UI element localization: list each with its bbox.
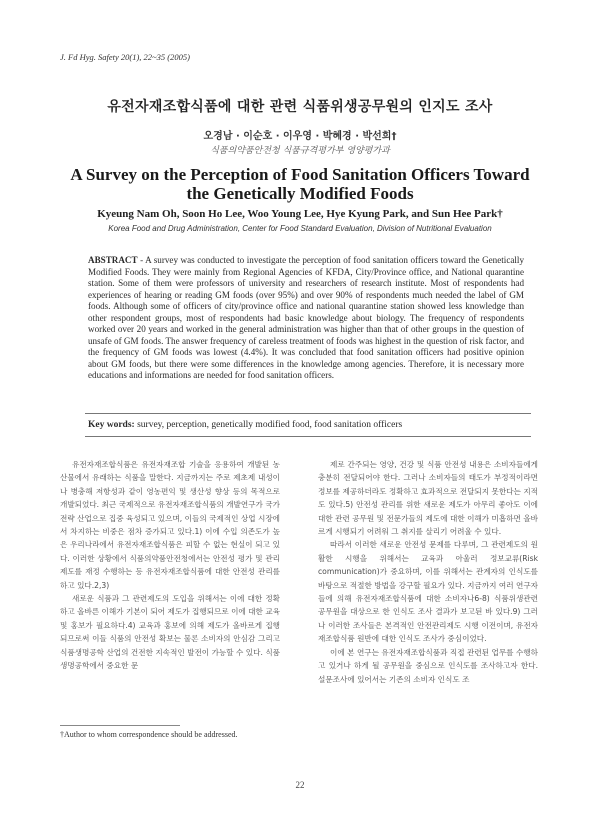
keywords-label: Key words:	[88, 420, 135, 430]
english-title: A Survey on the Perception of Food Sanitation Officers Toward the Genetically Modified Foods	[70, 165, 530, 203]
english-affiliation: Korea Food and Drug Administration, Center for Food Standard Evaluation, Division of Nutritional Evaluation	[108, 224, 492, 233]
korean-affiliation: 식품의약품안전청 식품규격평가부 영양평가과	[210, 146, 390, 156]
body-paragraph: 따라서 이러한 새로운 안전성 문제를 다루며, 그 관련제도의 원활한 시행을 위해서는 교육과 아울러 정보교류(Risk communication)가 중요하며, 이를 위해서는 관계자의 인식도를 바탕으로 적절한 방법을 강구할 필요가 있다. 지금까지 여러 연구자들에 의해 유전자재조합식품에 대한 소비자나6-8) 식품위생관련 공무원을 대상으로 한 인식도 조사 결과가 보고된 바 있다.9) 그러나 이러한 조사들은 본격적인 안전관리제도 시행 이전이며, 유전자재조합식품 원반에 대한 인식도 조사가 중심이었다.	[318, 540, 538, 644]
english-authors: Kyeung Nam Oh, Soon Ho Lee, Woo Young Lee, Hye Kyung Park, and Sun Hee Park†	[97, 208, 503, 220]
journal-citation: J. Fd Hyg. Safety 20(1), 22~35 (2005)	[60, 52, 190, 62]
body-right-column	[318, 458, 538, 686]
body-left-column	[60, 458, 280, 673]
body-paragraph: 이에 본 연구는 유전자재조합식품과 직접 관련된 업무를 수행하고 있거나 하게 될 공무원을 중심으로 인식도를 조사하고자 한다. 설문조사에 있어서는 기존의 소비자 인식도 조	[318, 647, 538, 684]
body-paragraph: 제로 간주되는 영양, 건강 및 식품 안전성 내용은 소비자들에게 충분히 전달되어야 한다. 그러나 소비자들의 태도가 부정적이라면 정보를 제공하더라도 정확하고 효과적으로 전달되지 못한다는 지적도 있다.5) 안전성 관리를 위한 새로운 제도가 아무리 좋아도 이에 대한 관련 공무원 및 전문가들의 제도에 대한 이해가 미흡하면 올바르게 시행되기 어려워 그 취지를 살리기 어려울 수 있다.	[318, 460, 538, 537]
korean-title: 유전자재조합식품에 대한 관련 식품위생공무원의 인지도 조사	[107, 99, 493, 115]
keywords-text: survey, perception, genetically modified food, food sanitation officers	[134, 420, 403, 430]
footnote: †Author to whom correspondence should be addressed.	[60, 730, 238, 739]
page-number: 22	[295, 780, 305, 790]
keywords-bottom-rule	[85, 436, 531, 437]
keywords	[88, 420, 402, 430]
body-paragraph: 새로운 식품과 그 관련제도의 도입을 위해서는 이에 대한 정확하고 올바른 이해가 기본이 되어 제도가 집행되므로 이에 대한 교육 및 홍보가 필요하다.4) 교육과 홍보에 의해 제도가 올바르게 집행되므로써 이들 식품의 안전성 확보는 물론 소비자의 안심감 그리고 식품생명공학 산업의 건전한 지속적인 발전이 가능할 수 있다. 식품생명공학에서 중요한 문	[60, 594, 280, 671]
korean-authors: 오경남 · 이순호 · 이우영 · 박혜경 · 박선희†	[203, 131, 397, 142]
abstract-label: ABSTRACT	[88, 255, 138, 265]
abstract	[88, 255, 524, 382]
abstract-text: - A survey was conducted to investigate the perception of food sanitation officers toward the Genetically Modified Foods. They were mainly from Regional Agencies of KFDA, City/Province office, and National quarantine station. Some of them were professors of university and researchers of research institute. Most of respondents had experiences of hearing or reading GM foods (over 95%) and over 90% of respondents much needed the label of GM foods. Although some of officers of city/province office and national quarantine station showed less knowledge than other respondent groups, most of respondents had basic knowledge about biology. The frequency of respondents worked over 20 years and worked in the general administration was higher than that of other groups in the question of unsafe of GM foods. The answer frequency of careless treatment of foods was highest in the question of risk factor, and the frequency of GM foods was lowest (4.4%). It was concluded that food sanitation officers had positive opinion about GM foods, but there were some differences in the knowledge among agencies. Therefore, it is necessary more educations and informations are needed for food sanitation officers.	[88, 255, 524, 380]
footnote-rule	[60, 725, 180, 726]
abstract-top-rule	[85, 413, 531, 414]
body-paragraph: 유전자재조합식품은 유전자재조합 기술을 응용하여 개발된 농산물에서 유래하는 식품을 말한다. 지금까지는 주로 제초제 내성이나 병충해 저항성과 같이 영농편익 및 생산성 향상 등의 목적으로 개발되었다. 최근 국제적으로 유전자재조합식품의 개발연구가 국가 전략 산업으로 집중 육성되고 있으며, 이들의 국제적인 상업 시장에서 차지하는 비중은 점차 증가되고 있다.1) 이에 수입 의존도가 높은 우리나라에서 유전자재조합식품은 피할 수 없는 현실이 되고 있다. 이러한 상황에서 식품의약품안전청에서는 안전성 평가 및 관리 제도를 재정 수행하는 등 유전자재조합식품에 대한 안전성 관리를 하고 있다.2,3)	[60, 460, 280, 590]
